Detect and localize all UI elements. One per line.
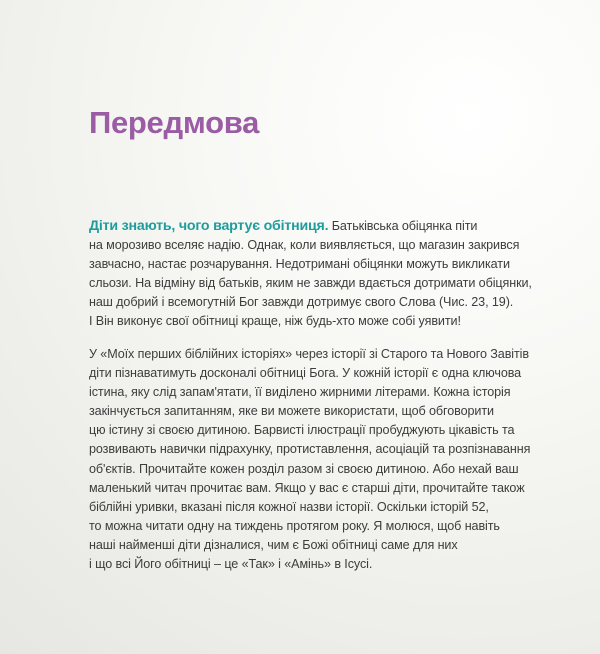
intro-paragraph: [89, 217, 532, 332]
paragraph-line: сльози. На відміну від батьків, яким не завжди вдається дотримати обіцянки,: [89, 276, 532, 291]
paragraph-line: завчасно, настає розчарування. Недотримані обіцянки можуть викликати: [89, 257, 510, 272]
paragraph-line: то можна читати одну на тиждень протягом року. Я молюся, щоб навіть: [89, 518, 500, 533]
paragraph-line: істина, яку слід запам'ятати, її виділено жирними літерами. Кожна історія: [89, 385, 511, 400]
paragraph-line: біблійні уривки, вказані після кожної назви історії. Оскільки історій 52,: [89, 499, 489, 514]
paragraph-line: [89, 217, 532, 236]
body-paragraph: [89, 345, 530, 574]
paragraph-line: У «Моїх перших біблійних історіях» через історії зі Старого та Нового Завітів: [89, 347, 529, 361]
lead-sentence: Діти знають, чого вартує обітниця.: [89, 218, 329, 234]
paragraph-line: об'єктів. Прочитайте кожен розділ разом зі своєю дитиною. Або нехай ваш: [89, 461, 519, 476]
paragraph-line: І Він виконує свої обітниці краще, ніж будь-хто може собі уявити!: [89, 314, 461, 329]
paragraph-line: наші найменші діти дізналися, чим є Божі обітниці саме для них: [89, 537, 458, 552]
paragraph-line: і що всі Його обітниці – це «Так» і «Амінь» в Ісусі.: [89, 557, 373, 572]
paragraph-line: на морозиво вселяє надію. Однак, коли виявляється, що магазин закрився: [89, 238, 520, 253]
paragraph-line: діти пізнаватимуть досконалі обітниці Бога. У кожній історії є одна ключова: [89, 366, 522, 381]
paragraph-line-text: Батьківська обіцянка піти: [328, 219, 478, 233]
paragraph-line: розвивають навички підрахунку, протиставлення, асоціацій та розпізнавання: [89, 442, 531, 457]
page-title: Передмова: [89, 105, 260, 140]
paragraph-line: цю істину зі своєю дитиною. Барвисті ілюстрації пробуджують цікавість та: [89, 423, 515, 438]
paragraph-line: маленький читач прочитає вам. Якщо у вас є старші діти, прочитайте також: [89, 480, 525, 495]
paragraph-line: наш добрий і всемогутній Бог завжди дотримує свого Слова (Чис. 23, 19).: [89, 295, 514, 310]
paragraph-line: закінчується запитанням, яке ви можете використати, щоб обговорити: [89, 404, 494, 419]
